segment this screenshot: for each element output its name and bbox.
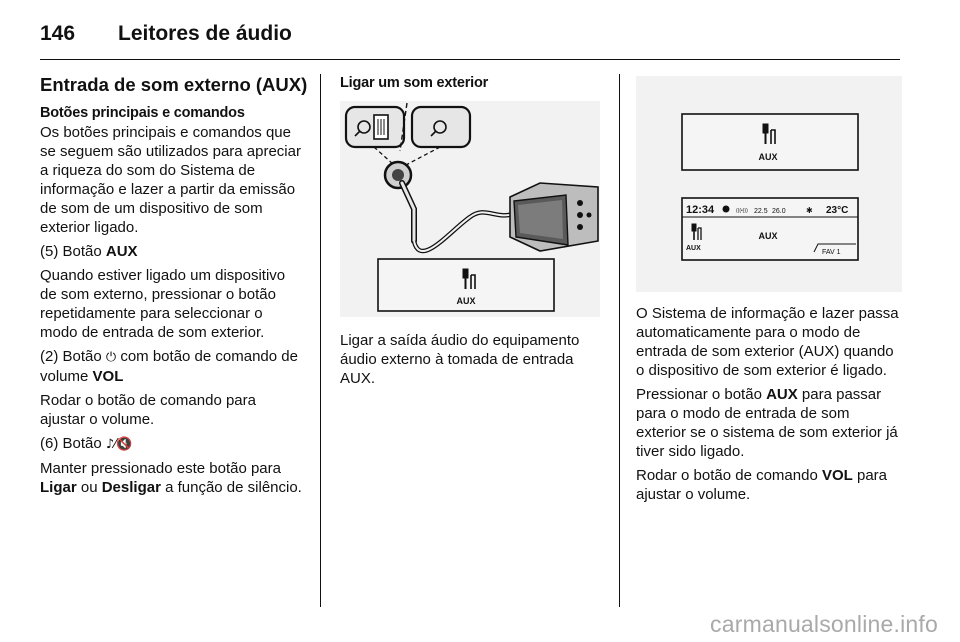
- item-power-button: (2) Botão ⏻ com botão de comando de volume VOL: [40, 348, 298, 385]
- item-aux-button: (5) Botão AUX: [40, 243, 138, 260]
- connect-caption: Ligar a saída áudio do equipamento áudio externo à tomada de entrada AUX.: [340, 332, 580, 387]
- watermark: carmanualsonline.info: [710, 611, 938, 637]
- chapter-title: Leitores de áudio: [118, 22, 292, 45]
- page-header: [40, 14, 900, 54]
- item-power-description: Rodar o botão de comando para ajustar o volume.: [40, 392, 256, 428]
- item-mute-button: (6) Botão ♪⁄🔇: [40, 435, 133, 452]
- header-rule: [40, 59, 900, 60]
- svg-text:(((•))): (((•))): [736, 208, 748, 214]
- display-clock: 12:34: [686, 204, 715, 216]
- column-right: [636, 74, 902, 509]
- page-number: 146: [40, 22, 76, 45]
- subheading-connect: Ligar um som exterior: [340, 75, 489, 91]
- column-left: [40, 74, 308, 502]
- column-middle: [340, 74, 605, 393]
- subheading-main-buttons: Botões principais e comandos: [40, 105, 245, 121]
- svg-text:AUX: AUX: [758, 231, 778, 241]
- section-title: Entrada de som externo (AUX): [40, 74, 308, 95]
- column-divider-2: [619, 74, 620, 607]
- fan-icon: ✱: [806, 206, 813, 215]
- jack-button-illustration: [412, 107, 470, 147]
- external-audio-device: [510, 183, 598, 251]
- svg-text:22.5: 22.5: [754, 208, 768, 215]
- display-temperature: 23°C: [826, 205, 849, 216]
- aux-connection-illustration: [340, 101, 600, 317]
- display-fav: FAV 1: [822, 249, 841, 256]
- auto-switch-paragraph: O Sistema de informação e lazer passa automaticamente para o modo de entrada de som exterior (AUX) quando o dispositivo de som exterior é ligado.: [636, 305, 899, 379]
- item-aux-description: Quando estiver ligado um dispositivo de som externo, pressionar o botão repetidamente para seleccionar o modo de entrada de som exterior.: [40, 267, 286, 341]
- record-icon: [723, 206, 730, 213]
- volume-paragraph: Rodar o botão de comando VOL para ajustar o volume.: [636, 467, 888, 503]
- aux-button-paragraph: Pressionar o botão AUX para passar para o modo de entrada de som exterior se o sistema de som exterior já tiver sido ligado.: [636, 386, 898, 460]
- svg-text:AUX: AUX: [758, 152, 778, 162]
- svg-text:AUX: AUX: [686, 245, 701, 252]
- intro-paragraph: Os botões principais e comandos que se seguem são utilizados para apreciar a riqueza do som do Sistema de informação e lazer a partir da emissão de som de um dispositivo de som exterior ligado.: [40, 124, 301, 236]
- svg-text:26.0: 26.0: [772, 208, 786, 215]
- power-icon: ⏻: [105, 350, 117, 365]
- display-screens-illustration: [636, 76, 902, 292]
- aux-display-label: AUX: [456, 296, 476, 306]
- mute-icon: ♪⁄🔇: [105, 437, 133, 452]
- item-mute-description: Manter pressionado este botão para Ligar ou Desligar a função de silêncio.: [40, 460, 302, 496]
- column-divider-1: [320, 74, 321, 607]
